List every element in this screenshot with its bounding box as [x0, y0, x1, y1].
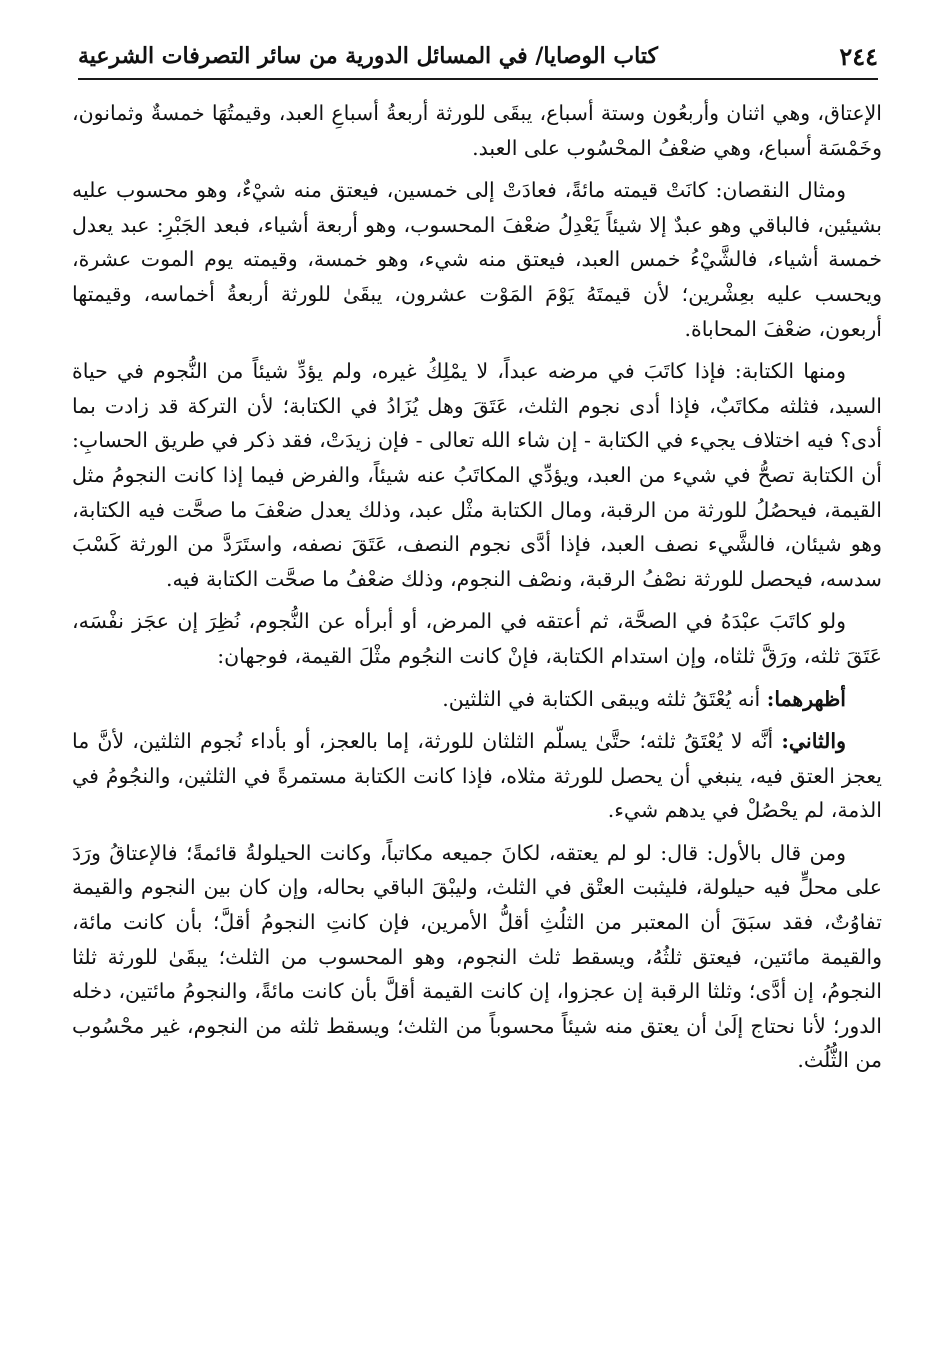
paragraph-lead: والثاني: — [781, 729, 846, 754]
running-title: كتاب الوصايا/ في المسائل الدورية من سائر التصرفات الشرعية — [78, 43, 658, 69]
paragraph: ومنها الكتابة: فإذا كاتَبَ في مرضه عبداً، لا يمْلِكُ غيره، ولم يؤدِّ شيئاً من النُّجوم في حياة السيد، فثلثه مكاتَبٌ، فإذا أدى نجوم الثلث، عَتَقَ وهل يُزَادُ في الكتابة؛ لأن التركة قد زادت بما أدى؟ فيه اختلاف يجيء في الكتابة - إن شاء الله تعالى - فإن زيدَتْ، فقد ذكر في طريق الحسابِ: أن الكتابة تصحُّ في شيء من العبد، ويؤدِّي المكاتَبُ عنه شيئاً، والفرض فيما إذا كانت النجومُ مثل القيمة، فيحصُلُ للورثة من الرقبة، ومال الكتابة مثْل عبد، وذلك يعدل ضعْفَ ما صحَّت فيه الكتابة، وهو شيئان، فالشَّيء نصف العبد، فإذا أدَّى نجوم النصف، عَتَقَ نصفه، واستَرَدَّ من الورثة كَسْبَ سدسه، فيحصل للورثة نصْفُ الرقبة، ونصْف النجوم، وذلك ضعْفُ ما صحَّت الكتابة فيه. — [72, 359, 882, 591]
paragraph-text: أنه يُعْتَقُ ثلثه ويبقى الكتابة في الثلثين. — [442, 686, 767, 711]
page-body — [72, 96, 882, 1086]
paragraph: ومثال النقصان: كانَتْ قيمته مائةً، فعادَتْ إلى خمسين، فيعتق منه شيْءٌ، وهو محسوب عليه بشيئين، فالباقي وهو عبدٌ إلا شيئاً يَعْدِلُ ضعْفَ المحسوب، وهو أربعة أشياء، فبعد الجَبْرِ: عبد يعدل خمسة أشياء، فالشَّيْءُ خمس العبد، فيعتق منه شيء، وهو خمسة، وقيمته يوم الموت عشرة، ويحسب عليه بعِشْرين؛ لأن قيمتَهُ يَوْمَ المَوْت عشرون، يبقَىٰ للورثة أربعةُ أخماسه، وقيمتها أربعون، ضعْفَ المحاباة. — [72, 178, 882, 341]
page-number: ٢٤٤ — [839, 41, 878, 71]
paragraph-lead: أظهرهما: — [766, 686, 846, 711]
paragraph: ولو كاتَبَ عبْدَهُ في الصحَّة، ثم أعتقه في المرض، أو أبرأه عن النُّجوم، نُظِرَ إن عجَز نفْسَه، عَتَقَ ثلثه، ورَقَّ ثلثاه، وإن استدام الكتابة، فإنْ كانت النجُوم مثْلَ القيمة، فوجهان: — [72, 609, 882, 668]
paragraph-text: أنَّه لا يُعْتَقُ ثلثه؛ حتَّىٰ يسلّم الثلثان للورثة، إما بالعجز، أو بأداء نُجوم الثلثين، لأنَّ ما يعجز العتق فيه، ينبغي أن يحصل للورثة مثلاه، فإذا كانت الكتابة مستمرةً في الثلثين، والنجُومُ في الذمة، لم يحْصُلْ في يدهم شيء. — [72, 729, 882, 823]
page-header — [78, 34, 878, 80]
paragraph: الإعتاق، وهي اثنان وأربعُون وستة أسباع، يبقَى للورثة أربعةُ أسباعِ العبد، وقيمتُهَا خمسةٌ وثمانون، وخَمْسَة أسباع، وهي ضعْفُ المحْسُوب على العبد. — [72, 101, 882, 160]
paragraph-lead-first — [72, 682, 882, 717]
paragraph: ومن قال بالأول: قال: لو لم يعتقه، لكانَ جميعه مكاتباً، وكانت الحيلولةُ قائمةً؛ فالإعتاقُ ورَدَ على محلٍّ فيه حيلولة، فليثبت العتْق في الثلث، وليبْقَ الباقي بحاله، وإن كان بين النجوم والقيمة تفاوُتٌ، فقد سبَقَ أن المعتبر من الثلُثِ أقلُّ الأمرين، فإن كانتِ النجومُ أقلَّ؛ بأن كانت مائة، والقيمة مائتين، فيعتق ثلثُهُ، ويسقط ثلث النجوم، وهو المحسوب من الثلث؛ يبقَىٰ للورثة ثلثا النجومُ، إن أدَّى؛ وثلثا الرقبة إن عجزوا، إن كانت القيمة أقلَّ بأن كانت مائةً، والنجومُ مائتين، دخله الدور؛ لأنا نحتاج إلَىٰ أن يعتق منه شيئاً محسوباً من الثلث؛ ويسقط ثلثه من النجوم، غير محْسُوب من الثُّلُث. — [72, 840, 882, 1073]
paragraph-lead-second — [72, 724, 882, 828]
